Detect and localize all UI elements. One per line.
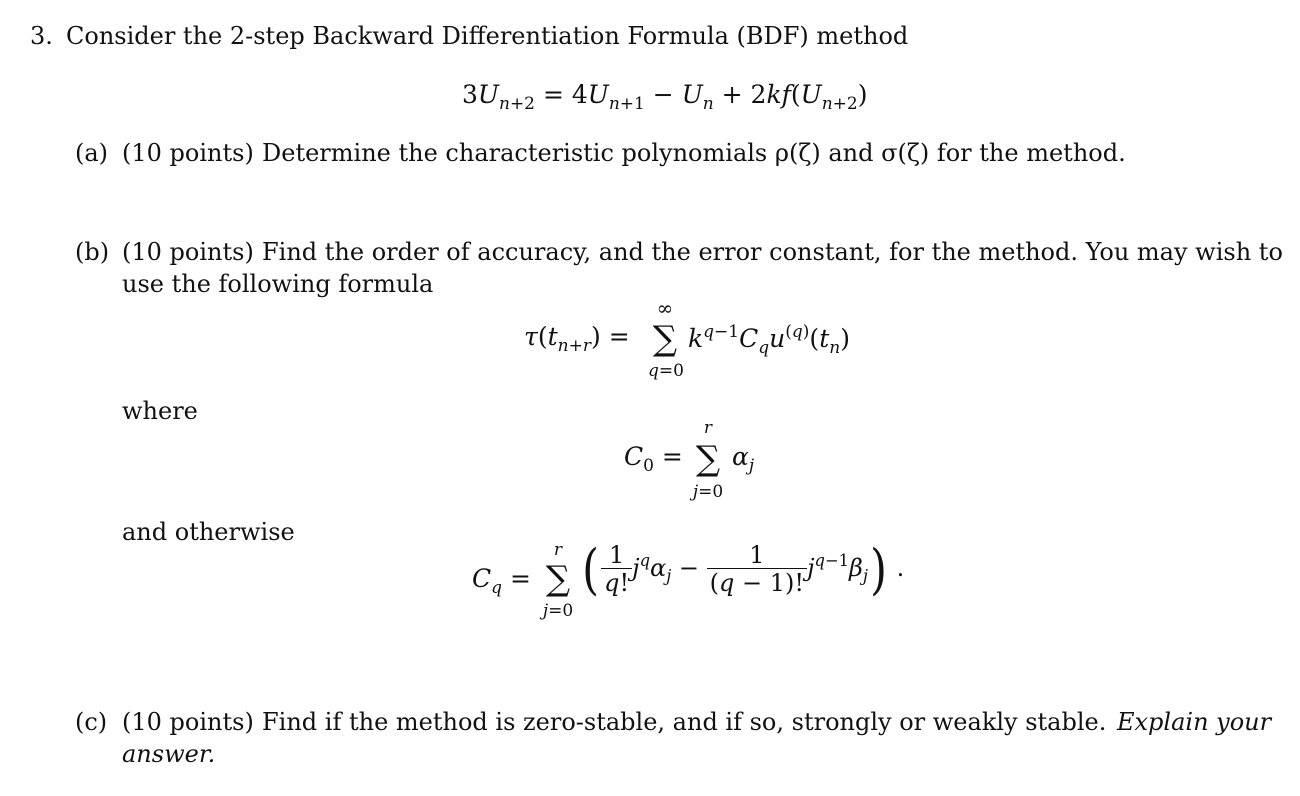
part-b-text-line2: use the following formula [122, 270, 434, 298]
c0-sum-lower: j=0 [692, 482, 724, 502]
part-c-explain-line2: answer. [122, 740, 216, 768]
part-a-label: (a) [75, 139, 109, 167]
problem-intro: Consider the 2-step Backward Differentiation Formula (BDF) method [66, 22, 909, 50]
part-b-points: (10 points) [122, 238, 254, 266]
part-a-text: Determine the characteristic polynomials ρ(ζ) and σ(ζ) for the method. [262, 139, 1126, 167]
cq-lhs: $C_q$ = [472, 564, 531, 598]
bdf-equation: $3U_{n+2} = 4U_{n+1} - U_n + 2kf(U_{n+2})$ [462, 80, 868, 114]
part-c-text: Find if the method is zero-stable, and if so, strongly or weakly stable. [262, 708, 1107, 736]
part-b-label: (b) [75, 238, 110, 266]
part-b-text-line1: Find the order of accuracy, and the error constant, for the method. You may wish to [262, 238, 1283, 266]
tau-lhs: $\tau(t_{n+r})$ = [524, 322, 630, 356]
tau-sum-lower: q=0 [648, 361, 684, 381]
part-c-points: (10 points) [122, 708, 254, 736]
part-c-explain-line1: Explain your [1117, 708, 1272, 736]
c0-rhs: $\alpha_j$ [732, 442, 755, 476]
part-a-points: (10 points) [122, 139, 254, 167]
cq-sum-lower: j=0 [542, 601, 574, 621]
c0-sum-upper: r [703, 418, 713, 438]
tau-rhs: $k^{q-1}C_qu^{(q)}(t_n)$ [688, 322, 850, 359]
tau-sum-upper: ∞ [656, 296, 674, 320]
tau-sum-sigma: ∑ [652, 319, 678, 359]
part-c-label: (c) [75, 708, 108, 736]
otherwise-text: and otherwise [122, 518, 295, 546]
c0-sum-sigma: ∑ [695, 439, 721, 479]
problem-number: 3. [30, 22, 53, 50]
cq-sum-sigma: ∑ [545, 559, 571, 599]
cq-sum-upper: r [553, 540, 563, 560]
where-text: where [122, 397, 198, 425]
cq-rhs: ( $\frac{1}{q!}$ $j^q\alpha_j$ − $\frac{1}{(q - 1)!}$ $j^{q-1}\beta_j$) . [582, 537, 905, 601]
c0-lhs: $C_0$ = [624, 442, 683, 476]
